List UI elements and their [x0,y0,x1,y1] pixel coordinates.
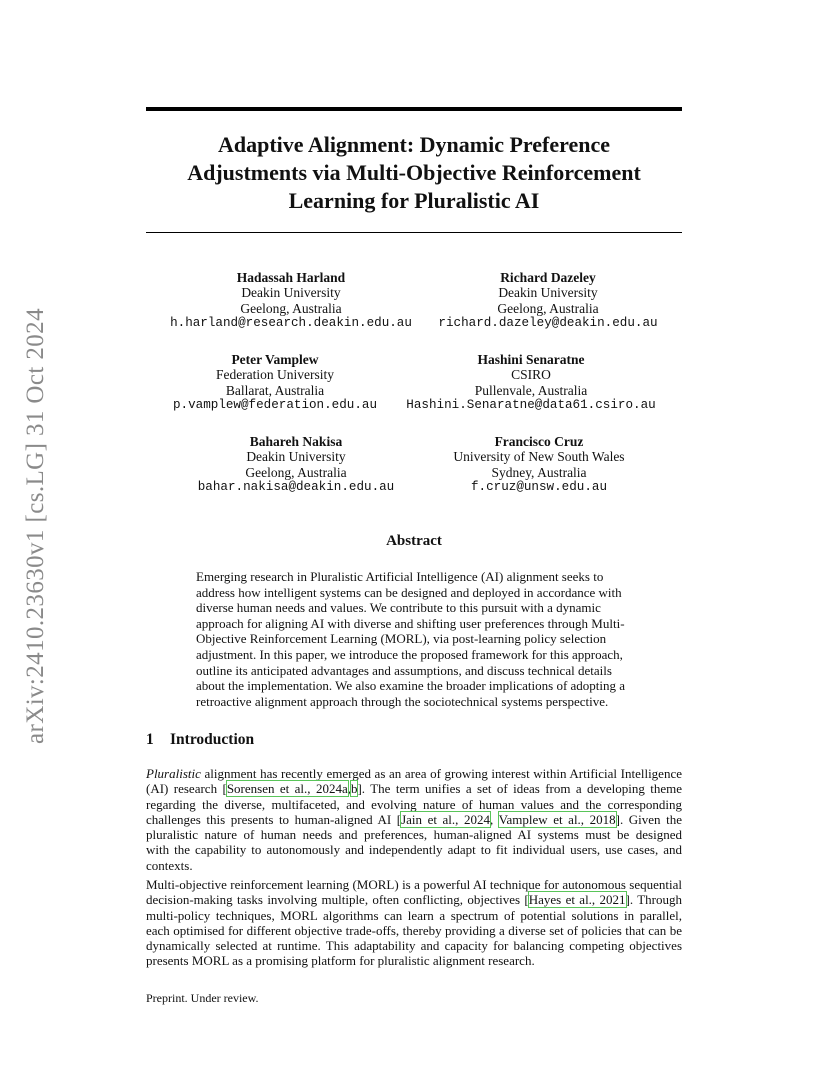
line-text: , [489,811,499,827]
title-top-rule [146,107,682,111]
author-block [389,434,689,495]
author-affiliation: Deakin University [241,285,341,301]
author-affiliation: Deakin University [246,449,346,465]
author-block [141,270,441,331]
section-heading [146,731,254,749]
paragraph-line: pluralistic nature of human needs and preferences, human-aligned AI systems must be designed [146,827,682,843]
intro-paragraph-2 [146,877,682,969]
author-email[interactable]: h.harland@research.deakin.edu.au [170,315,412,330]
author-affiliation: Deakin University [498,285,598,301]
author-name: Peter Vamplew [231,352,319,367]
author-name: Bahareh Nakisa [249,434,343,449]
abstract-line: address how intelligent systems can be designed and deployed in accordance with [196,584,622,600]
abstract-line: adjustment. In this paper, we introduce the proposed framework for this approach, [196,646,623,662]
paragraph-line: dynamically selected at runtime. This adaptability and capacity for balancing competing objectives [146,938,682,954]
line-text: (AI) research [ [146,781,227,797]
author-email[interactable]: p.vamplew@federation.edu.au [172,397,378,412]
paragraph-line [146,892,682,907]
line-text: alignment has recently emerged as an area of growing interest within Artificial Intelligence [200,766,682,781]
abstract-body [196,569,636,709]
author-name: Francisco Cruz [494,434,584,449]
author-location: Geelong, Australia [497,300,599,316]
author-location: Geelong, Australia [245,464,347,480]
author-block [398,270,698,331]
line-text: , [347,781,351,797]
line-text: decision-making tasks involving multiple, often conflicting, objectives [ [146,892,529,908]
line-text: challenges this presents to human-aligned AI [ [146,811,402,827]
section-title: Introduction [170,731,255,748]
section-number: 1 [146,731,154,748]
paragraph-line: multi-policy techniques, MORL algorithms can learn a spectrum of potential solutions in parallel, [146,907,682,923]
abstract-line: Emerging research in Pluralistic Artificial Intelligence (AI) alignment seeks to [196,569,604,584]
paragraph-line [146,812,682,827]
abstract-line: Objective Reinforcement Learning (MORL), via post-learning policy selection [196,631,607,647]
line-text: ]. The term unifies a set of ideas from a developing theme [357,781,682,797]
abstract-line: retroactive alignment approach through the sociotechnical systems perspective. [196,693,609,709]
author-name: Hadassah Harland [236,270,346,285]
abstract-line: outline its anticipated advantages and assumptions, and discuss technical details [196,662,612,678]
author-email[interactable]: f.cruz@unsw.edu.au [470,479,608,494]
author-location: Pullenvale, Australia [474,382,588,398]
author-location: Ballarat, Australia [225,382,325,398]
line-text: ]. Given the [615,811,682,827]
paragraph-line: presents MORL as a promising platform for pluralistic alignment research. [146,953,535,969]
italic-term: Pluralistic [146,766,201,781]
preprint-footnote: Preprint. Under review. [146,991,259,1005]
paragraph-line: each optimised for different objective trade-offs, thereby providing a diverse set of policies that can be [146,922,682,938]
author-email[interactable]: richard.dazeley@deakin.edu.au [438,315,658,330]
paragraph-line: Multi-objective reinforcement learning (MORL) is a powerful AI technique for autonomous sequential [146,877,682,892]
citation-link[interactable]: Hayes et al., 2021 [528,892,626,908]
citation-link[interactable]: b [350,781,358,797]
title-line: Learning for Pluralistic AI [288,188,540,213]
author-location: Geelong, Australia [240,300,342,316]
paragraph-line [146,781,682,796]
title-bottom-rule [146,232,682,233]
paragraph-line [146,766,682,781]
author-block [381,352,681,413]
title-line: Adaptive Alignment: Dynamic Preference [217,132,611,157]
line-text: ]. Through [625,892,682,908]
author-affiliation: CSIRO [511,367,551,383]
title-line: Adjustments via Multi-Objective Reinforcement [187,160,641,185]
citation-link[interactable]: Jain et al., 2024 [401,811,490,827]
citation-link[interactable]: Sorensen et al., 2024a [226,781,348,797]
author-affiliation: University of New South Wales [453,449,625,465]
paragraph-line: with the capability to autonomously and independently adapt to fit individual users, use cases, and [146,842,682,858]
author-block [125,352,425,413]
intro-paragraph-1 [146,766,682,873]
author-name: Richard Dazeley [500,270,596,285]
author-email[interactable]: bahar.nakisa@deakin.edu.au [197,479,395,494]
paragraph-line: regarding the diverse, multifaceted, and evolving nature of human values and the corresponding [146,796,682,812]
author-name: Hashini Senaratne [477,352,585,367]
author-affiliation: Federation University [215,367,335,383]
abstract-line: approach for aligning AI with diverse and shifting user preferences through Multi- [196,615,625,631]
arxiv-side-stamp: arXiv:2410.23630v1 [cs.LG] 31 Oct 2024 [22,308,49,744]
abstract-heading: Abstract [386,533,442,549]
abstract-line: about the implementation. We also examine the broader implications of adopting a [196,678,626,694]
citation-link[interactable]: Vamplew et al., 2018 [498,811,616,827]
paper-title [146,131,682,215]
abstract-line: diverse human needs and values. We contribute to this pursuit with a dynamic [196,600,601,616]
author-email[interactable]: Hashini.Senaratne@data61.csiro.au [406,397,656,412]
paragraph-line: contexts. [146,857,193,873]
author-location: Sydney, Australia [491,464,587,480]
